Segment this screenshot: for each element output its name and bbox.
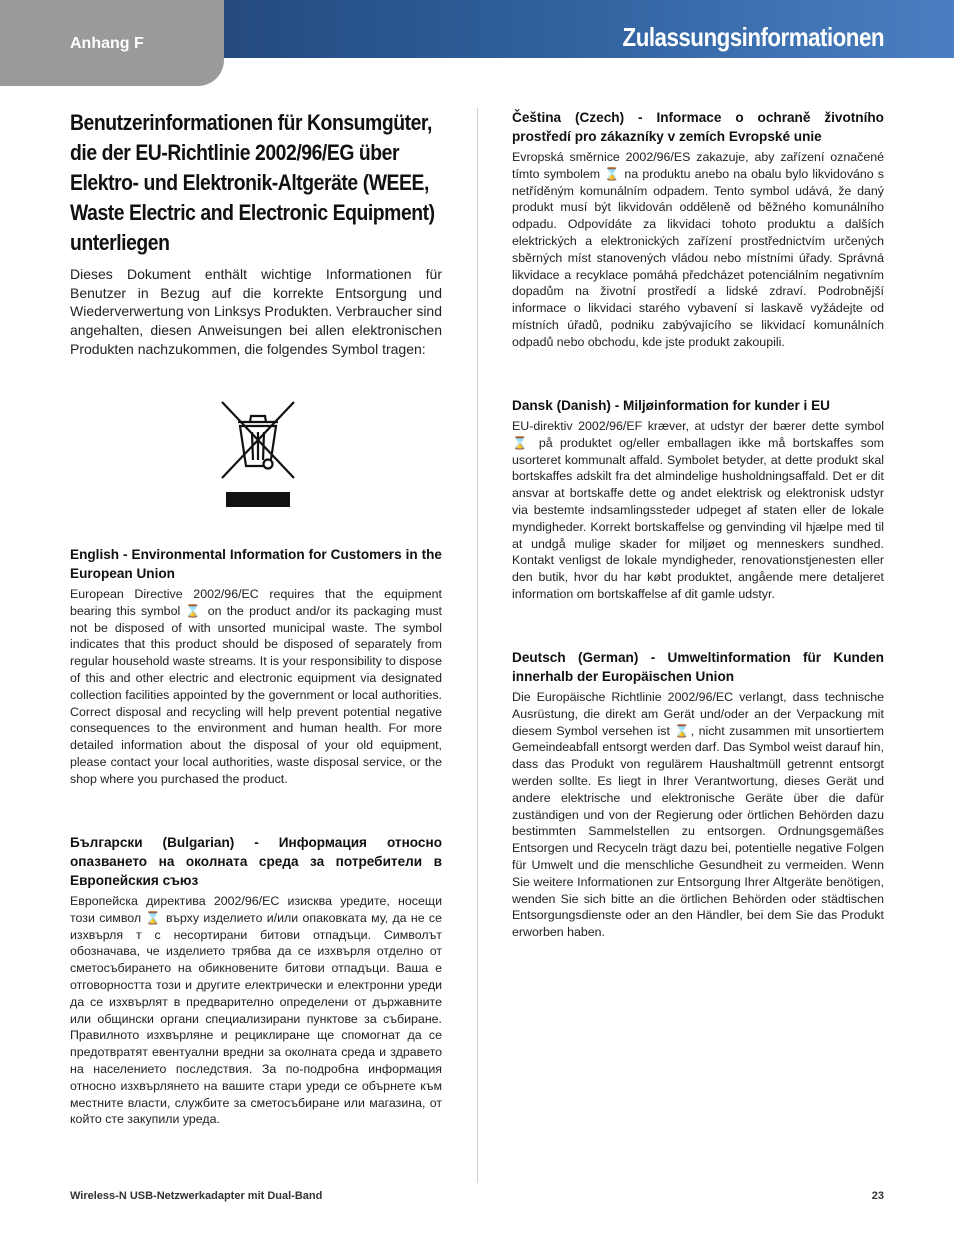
section-body-german: Die Europäische Richtlinie 2002/96/EC verlangt, dass technische Ausrüstung, die direkt am Gerät und/oder an der Verpackung mit diesem Symbol versehen ist ⌛, nicht zusammen mit unsortiertem Gemeindeabfall entsorgt werden darf. Das Symbol weist darauf hin, dass das Produkt von regulärem Haushaltmüll getrennt entsorgt werden sollte. Es liegt in Ihrer Verantwortung, dieses Gerät und andere elektrische und elektronische Geräte über die dafür zuständigen und von der Regierung oder örtlichen Behörden dazu bestimmten Sammelstellen zu entsorgen. Ordnungsgemäßes Entsorgen und Recyceln trägt dazu bei, potentielle negative Folgen für Umwelt und die menschliche Gesundheit zu vermeiden. Wenn Sie weitere Informationen zur Entsorgung Ihrer Altgeräte benötigen, wenden Sie sich bitte an die örtlichen Behörden oder städtischen Entsorgungsdienste oder an den Händler, bei dem Sie das Produkt erworben haben. [512, 690, 884, 940]
intro-paragraph: Dieses Dokument enthält wichtige Informationen für Benutzer in Bezug auf die korrekte Entsorgung und Wiederverwertung von Linksys Produkten. Verbraucher sind angehalten, diesen Anweisungen bei allen elektronischen Produkten nachzukommen, die folgendes Symbol tragen: [70, 266, 442, 357]
section-body-english: European Directive 2002/96/EC requires that the equipment bearing this symbol ⌛ on the product and/or its packaging must not be disposed of with unsorted municipal waste. The symbol indicates that this product should be disposed of separately from regular household waste streams. It is your responsibility to dispose of this and other electric and electronic equipment via designated collection facilities appointed by the government or local authorities. Correct disposal and recycling will help prevent potential negative consequences to the environment and human health. For more detailed information about the disposal of your old equipment, please contact your local authorities, waste disposal service, or the shop where you purchased the product. [70, 587, 442, 786]
section-body-bulgarian: Европейска директива 2002/96/EC изисква уредите, носещи този символ ⌛ върху изделието и/или опаковката му, да не се изхвърля т с несортирани битови отпадъци. Символът обозначава, че изделието трябва да се изхвърля отделно от сметосъбирането на обикновените битови отпадъци. Ваша е отговорността този и другите електрически и електронни уреди да се изхвърлят в предварително определени от държавните или общински органи специализирани пунктове за събиране. Правилното изхвърляне и рециклиране ще спомогнат да се предотвратят евентуални вредни за околната среда и здравето на населението последствия. За по-подробна информация относно изхвърлянето на вашите стари уреди се обърнете към местните власти, службите за сметосъбиране или магазина, от който сте закупили уреда. [70, 894, 442, 1127]
footer-product-name: Wireless-N USB-Netzwerkadapter mit Dual-Band [70, 1190, 323, 1202]
section-heading-english: English - Environmental Information for Customers in the European Union [70, 547, 442, 581]
crossed-out-wheelie-bin-icon [218, 400, 298, 508]
section-heading-bulgarian: Български (Bulgarian) - Информация относно опазването на околната среда за потребители в Европейския съюз [70, 835, 442, 888]
column-divider [477, 108, 478, 1183]
appendix-label: Anhang F [70, 35, 144, 52]
section-heading-czech: Čeština (Czech) - Informace o ochraně životního prostředí pro zákazníky v zemích Evropské unie [512, 110, 884, 144]
page-title: Zulassungsinformationen [622, 22, 884, 52]
section-body-danish: EU-direktiv 2002/96/EF kræver, at udstyr der bærer dette symbol ⌛ på produktet og/eller emballagen ikke må bortskaffes som usorteret kommunalt affald. Symbolet betyder, at dette produkt skal bortskaffes adskilt fra det almindelige husholdningsaffald. Det er dit ansvar at bortskaffe dette og andet elektrisk og elektronisk udstyr via bestemte indsamlingssteder udpeget af staten eller de lokale myndigheder. Korrekt bortskaffelse og genvinding vil hjælpe med til at undgå mulige skader for miljøet og menneskers sundhed. Kontakt venligst de lokale myndigheder, renovationstjenesten eller den butik, hvor du har købt produktet, angående mere detaljeret information om bortskaffelse af dit gamle udstyr. [512, 419, 884, 601]
appendix-tab [0, 0, 224, 86]
section-body-czech: Evropská směrnice 2002/96/ES zakazuje, aby zařízení označené tímto symbolem ⌛ na produktu anebo na obalu bylo likvidováno s netříděným komunálním odpadem. Tento symbol udává, že daný produkt musí být likvidován odděleně od běžného komunálního odpadu. Odpovídáte za likvidaci tohoto produktu a dalších elektrických a elektronických zařízení prostřednictvím určených sběrných míst stanovených vládou nebo místními úřady. Správná likvidace a recyklace pomáhá předcházet potenciálním negativním dopadům na životní prostředí a lidské zdraví. Podrobnější informace o likvidaci starého vybavení si laskavě vyžádejte od místních úřadů, podniku zabývajícího se likvidací komunálních odpadů nebo obchodu, kde jste produkt zakoupili. [512, 150, 884, 349]
section-heading-german: Deutsch (German) - Umweltinformation für Kunden innerhalb der Europäischen Union [512, 650, 884, 684]
footer-page-number: 23 [871, 1190, 884, 1202]
section-heading-danish: Dansk (Danish) - Miljøinformation for kunder i EU [512, 398, 830, 413]
main-heading: Benutzerinformationen für Konsumgüter, die der EU-Richtlinie 2002/96/EG über Elektro- und Elektronik-Altgeräte (WEEE, Waste Electric and Electronic Equipment) unterliegen [70, 110, 435, 255]
